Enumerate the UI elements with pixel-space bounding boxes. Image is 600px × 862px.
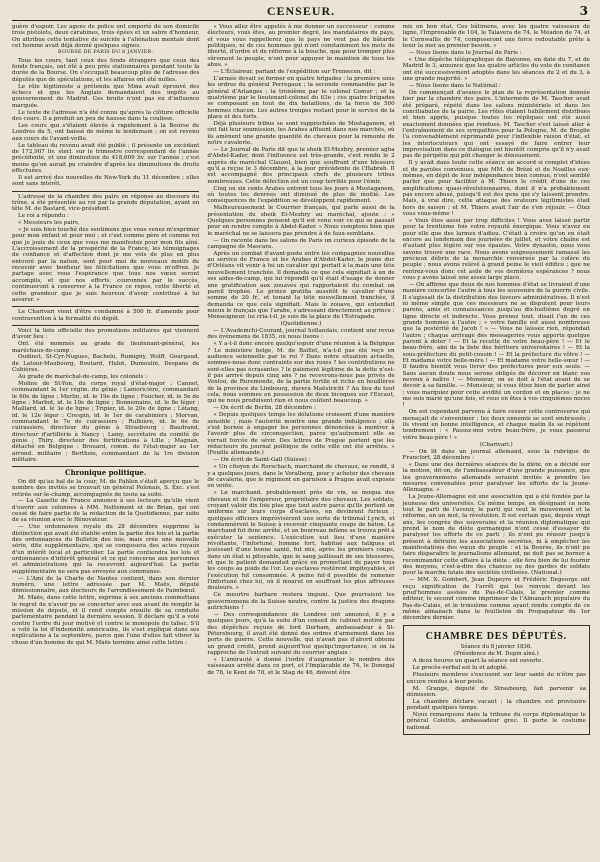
article-paragraph: La chambre déclare vacant ; la chambre est provisoire pendant quelques temps. [406,698,586,712]
bourse-heading: BOURSE DE PARIS DU 8 JANVIER. [58,50,154,56]
article-paragraph: Cinq ou six cents Arabes entrent tous les jours à Mostaganem, où toutes les denrées ont diminué de plus de moitié. Les conséquences de l'expédition se développent rapidement. [207,185,395,205]
column-1 [12,24,199,735]
article-paragraph: « Une dépêche télégraphique de Bayonne, en date du 7, et de Madrid le 3, annonce que les quatre articles du vote de confiance ont été successivement adoptés dans les séances du 2 et du 3, à une grande majorité. » [402,56,590,82]
article-paragraph: Le tableau du revenu avait été publié ; il présente un excédant de 172,907 liv. sterl. sur le trimestre correspondant de l'année précédente, et une diminution de 418,609 liv. sur l'année ; c'est moins qu'on aurait pu craindre d'après les diminutions de droits effectuées. [12,142,200,174]
article-paragraph: — On écrit de Saint-Gall (Suisse) : [213,457,311,464]
article-paragraph: Oudinot, St-Cyr-Nugues, Bachelu, Rumigny, Wolff, Gourgaud, de Latour-Maubourg, Boutard, Hulot, Dumoulin, Despans de Cubières. [12,354,200,374]
article-paragraph: » Je suis bien touché des sentimens que vous venez m'exprimer pour mon enfant et pour moi ; et c'est comme père et comme roi que je jouis de ceux que vous me manifestez pour mon fils aîné. L'accroissement de la prospérité de la France, les témoignages de confiance et d'affection dont je me vois de plus en plus entouré par la nation, sont pour moi de nouveaux motifs de recevoir avec bonheur les félicitations que vous m'offrez. Je partage avec vous l'espérance que tous nos vœux seront accomplis, et que nos efforts, couronnés par le succès, continueront à conserver à la France ce repos, cette liberté et cette grandeur que je suis heureux d'avoir contribué à lui assurer. » [12,227,200,303]
article-paragraph: On dit qu'au bal de la cour, M. de Pahlen s'était aperçu que le nombre des invités se trouvait un général Polonais, S. Exc. s'est retirée sur-le-champ, accompagnée de toute sa suite. [12,478,200,498]
article-paragraph: — La Gazette de France annonce à ses lecteurs qu'elle vient d'ouvrir aux colonnes à MM. Nettement et de Brian, qui ont cessé de faire partie de la rédaction de la Quotidienne, par suite de sa réunion avec le Rénovateur. [12,498,200,524]
article-paragraph: Le Charivari vient d'être condamné à 500 fr. d'amende pour contravention à la formalité du dépôt. [12,309,200,322]
article-paragraph: Ce meurtre barbare restera impuni. Que pourraient les gouvernemens de la Suisse neutre, contre la justice des dragons autrichiens ! [207,592,395,612]
article-paragraph: Au grade de maréchal-de-camp, les colonels : [18,374,148,381]
article-paragraph: Plusieurs membres s'excusent sur leur santé de n'être pas encore rendus à leur poste. [406,672,586,685]
presidence-note: (Présidence de M. Dupin aîné.) [453,651,539,658]
section-divider [12,466,199,467]
chambre-section [403,625,590,735]
article-paragraph: » Le marchand, probablement près de vin, se moqua des chevaux et de l'empereur, propriétaire des chevaux. Les soldats, croyant valoir dix fois plus que tout autre parce qu'ils portent un uniforme sur leurs corps d'esclaves, en devinrent furieux ; quelques officiers improvisèrent une sorte de tribunal Lynch, et condamnèrent le Suisse à recevoir cinquante coups de bâton. Le marchand fut donc arrêté, et un bourreau infâme se trouva prêt à exécuter la sentence. L'exécution eut lieu d'une manière révoltante, l'infortuné, homme fort, habitué aux fatigues et jouissant d'une bonne santé, fut mis, après les premiers coups, dans un état si pitoyable, que le sang jaillissait de ses blessures, et que le patient demandait grâce en promettant de payer tous les coups au poids de l'or. Les esclaves restèrent impitoyables, et l'exécution fut consommée. A peine fut-il possible de ramener l'infortuné chez lui, où il mourut en souffrant les plus affreuses douleurs. » [207,490,395,592]
article-paragraph: — On lit dans un journal allemand, sous la rubrique de Francfort, 28 décembre : [402,448,590,461]
article-paragraph: On commençait d'avance le plan de la représentation donnée hier par la chambre des pairs. L'intermède de M. Tascher avait été préparé, répété dans les salons ministériels et dans les conciliabules de la pairie. Les rôles étaient habilement distribués et bien appris, puisque toutes les répliques ont été aussi exactement données que rendues. M. Tascher s'est laissé aller à l'entraînement de ses sympathies pour la Pologne, M. de Broglie l'a convenablement réprimandé pour l'inflexible raison d'état, et les interlocuteurs qui ont essayé de faire entrer leur improvisation dans ce dialogue ont bientôt compris qu'il n'y avait pas de péripétie qui pût changer le dénouement. [402,89,590,160]
article-paragraph: — Nous lisons dans le National : [408,82,501,89]
article-paragraph: « Vous allez être appelés à me donner un successeur : comme électeurs, vous êtes, au premier degré, les mandataires du pays, et vous vous rappellerez que le pays ne veut pas de bâtards politiques, ni de ces hommes qui n'ont constamment les mots de liberté, d'ordre et de réforme à la bouche, que pour tromper plus sûrement le peuple, n'ont pour appuyer le maintien de tous les abus. » [207,24,395,69]
article-paragraph: — L'Avademchi-Courant, journal hollandais, contient une revue des évènemens de 1835, où nous lisons : [207,328,395,341]
article-paragraph: — Nous lisons dans le Journal de Paris : [408,49,522,56]
section-divider [12,191,199,192]
text-columns [12,24,590,735]
article-paragraph: Ont été nommés au grade de lieutenant-général, les maréchaux-de-camp : [12,341,200,354]
article-paragraph: Le roi a répondu : [18,213,69,220]
page-number: 3 [579,4,588,18]
source-citation: (Charivari.) [479,441,513,448]
article-paragraph: On est cependant parvenu à faire cesser cette controverse qui menaçait de s'envenimer ; les deux ennemis se sont embrassés ; ils vivent en bonne intelligence, et chaque matin ils se répètent tendrement : « Passez-moi votre beau-frère, je vous passerai votre beau-père ! » [402,409,590,441]
article-paragraph: — L'Éclaireur, parlant de l'expédition sur Tremecen, dit : [213,69,376,75]
article-paragraph: — Le Journal de Paris dit que le sheik El-Mezhry, premier agha d'Abdel-Kader, dont l'influence est très-grande, s'est rendu le 2 auprès du maréchal Clauzel, bien que souffrant d'une blessure qu'il a reçue le 3 décembre, à la jour précédente de l'Habrah. Il est accompagné des principaux chefs de plusieurs tribus nombreuses. Cette défection est un coup terrible pour l'émir. [207,146,395,185]
article-paragraph: « L'amirauté a donné l'ordre d'augmenter le nombre des vaisseaux arrêté dans ce port, et l'Implacable de 74, le Donegal de 78, le Kent de 78, et le Stag de 46, doivent être [207,656,395,676]
article-paragraph: « Un citoyen de Rorschach, marchand de chevaux, se rendit, il y a quelques jours, dans le Voralberg, pour y acheter des chevaux de cavalerie, que le régiment en garnison à Prague avait exposés en vente. [207,464,395,490]
page-header [12,4,590,21]
article-paragraph: La Jeune-Allemagne est une association qui a été fondée par la jeunesse des universités. Ce même temps, en désignant ce nom tout le parti de l'avenir, le parti qui veut le mouvement et la réforme, en un mot, la révolution. Il est certain que, depuis vingt ans, les congrès des souverains et la réunion diplomatique qui prend le nom de diète germanique n'ont cessé d'essayer de paralyser les efforts de ce parti ; ils n'ont pu réussir jusqu'à présent à détruire les associations secrètes, ni à empêcher les manifestations des vœux du peuple : et la Bourse, ils n'ont pu faire disparaître le journalisme allemand, ne doit pas se borner à recommander cette affaire à la diète : elle fera bien de lui fournir des moyens, c'est-à-dire des chances ou des gardes de soldats pour la marche fatale des sociétés civilisées. (National.) [402,494,590,577]
article-paragraph: Les cours qui s'étaient élevés à rapidement à la Bourse de Londres du 5, ont baissé de même le lendemain ; on est revenu aux cours de l'avant-veille. [12,122,200,142]
column-2 [207,24,394,735]
article-paragraph: — On affirme que deux de nos hommes d'état se livraient d'une manière concertée l'autre à tous les souvenirs de la guerre civile. Il s'agissait de la distribution des faveurs administratives. Il n'est ni même simple que ces messieurs ne se disputent pour leurs parens, amis et connaissances jusqu'au dix-huitième degré en ligne directe et indirecte. Vous prenez tout, disait l'un de ces grands hommes à l'autre ; « votre famille est aussi nombreuse que la postérité de Jacob ! » — Vous ne laissez rien, répondait l'autre ; chaque arrivage des messageries vous apporte quelque parent à doter ! — Et la recette de votre beau-père ! — Et le beau-frère, ami de la liste des héritiers universitaires ! — Et la sous-préfecture du petit-cousin ! — Et la préfecture du vôtre ! — Et madame votre belle-mère ! — Et madame votre belle-sœur ! — Il faudra bientôt vous livrer des préfectures pour eux seuls. — Sans aucun doute nous serons obligés de décorer en blanc vos neveux à naître ! — Monsieur, on se doit à l'état avant de se devoir à sa famille. — Monsieur, si vous êtiez bien de parler ainsi : vous marquiez pour cette avidité un cordon et en places : je ne me suis marié qu'une fois, et vous en êtes à vos cinquièmes noces ! [402,281,590,409]
article-paragraph: Déjà plusieurs tribus se sont rapprochées de Mostaganem, et ont fait leur soumission, les Arabes affluent dans nos marchés, où ils amènent une grande quantité de chevaux pour la remonte de notre cavalerie. [207,120,395,146]
article-paragraph: Voici la liste officielle des promotions militaires qui viennent d'avoir lieu : [12,327,200,341]
article-paragraph: — On écrit de Berlin, 28 décembre : [213,405,316,412]
article-paragraph: Malheureusement le Courrier français, qui parle aussi de la présentation du sheik El-Mezhry au maréchal, ajoute : « Quelques personnes pensent qu'il est venu voir ce qui se passait pour en rendre compte à Abdel-Kader. » Nous comptons bien que le maréchal ne se laissera pas prendre à de faux-semblans. [207,205,395,237]
article-paragraph: M. Maës, dans cette lettre, exprime à ses anciens commettans le regret de n'avoir pu se concerter avec eux avant de remplir la mission de député, et il rend compte ensuite de sa conduite parlementaire pendant la dernière session. Il déclare qu'il a voté contre l'ordre du jour motivé et contre le monopole du tabac. S'il a voté la loi d'indemnité américaine, ils s'est expliqué dans ses explications à la septembre, parce que l'une d'elles fait vibrer la chose d'un homme de qui M. Maës termine ainsi cette lettre : [12,595,200,646]
article-paragraph: Après un combat d'avant-poste entre les compagnies nouvelles au service de France et les Arabes d'Abdel-Kader, le jeune duc d'Orléans vit venir à lui un cavalier qui portait à la main une tête nouvellement tranchée. Il demanda ce que cela signifiait à un de ses aides-de-camp, qui lui répondit qu'il était d'usage de donner une gratification aux zouaves qui rapportaient du combat un pareil trophée. Le prince gratifia aussitôt le cavalier d'une somme de 20 fr., et tenant la tête nouvellement tranchée, il demanda ce que cela signifiait. Mais le zouave, qui entendait mieux le français que l'arabe, s'adressant directement au prince : Monseigneur, lui cria-t-il, je suis de la place de l'Estrapade. [207,250,395,321]
article-paragraph: — Des correspondances de Londres ont annoncé, il y a quelques jours, qu'à la suite d'un conseil de cabinet motivé par des dépêches reçues de lord Durham, ambassadeur à St-Pétersbourg, il avait été donné des ordres d'armement dans les ports de guerre. Cette nouvelle, qui n'avait pas d'abord obtenu un grand crédit, prend aujourd'hui quelqu'importance, si on la rapproche de l'extrait suivant du courrier anglais : [207,611,395,657]
article-paragraph: Il y avait dans toute cette séance un accord si complet d'idées et de paroles convenues, que MM. de Brézé et de Noailles eux-mêmes, en dépit de leur indépendance bien connue, n'ont semblé parler que pour faciliter à M. Thiers le crédit d'une de ces amplifications quasi-révolutionnaires, dont il n'a probablement pas encore abusé, puisqu'il est des gens qui s'y laissent prendre. Mais, à vrai dire, cette attaque des orateurs légitimistes était hors de saison ; et M. Thiers avait l'air de s'en réjouir. — Ôtez vous vous-même ! [402,160,590,217]
article-paragraph: M. Grange, député de Strasbourg, fait parvenir sa démission. [406,685,586,698]
source-citation: (Quotidienne.) [280,321,322,328]
section-divider [12,325,199,326]
article-paragraph: — L'Ami de la Charte de Nantes contient, dans son dernier numéro, une lettre adressée par M. Maës, député démissionnaire, aux électeurs de l'arrondissement de Paimbœuf. [12,575,200,595]
running-title: CENSEUR. [266,4,336,18]
article-paragraph: Tous les cours, tant ceux des fonds étrangers que ceux des fonds français, ont été à peu près stationnaires pendant toute la durée de la Bourse. On s'occupait beaucoup plus de l'adresse des députés que de spéculations, et les affaires ont été nulles. [12,57,200,83]
article-paragraph: — MM. X. Gombert, Jean Dupeyre et Frédéric Degeorge ont reçu signification de l'arrêt qui les renvoie devant les prud'hommes assises du Pas-de-Calais, le premier comme éditeur, le second comme imprimeur de l'Almanach populaire du Pas-de-Calais, et le troisième comme ayant rendu compte de ce même almanach dans le feuilleton du Propagateur du 1er décembre dernier. [402,577,590,622]
article-paragraph: Le procès-verbal est lu et adopté. [412,665,508,672]
article-paragraph: — Une ordonnance royale du 28 décembre supprime la distinction qui avait été établie entre la partie des lois et la partie des ordonnances du Bulletin des lois, mais crée une nouvelle série, dite supplémentaire, qui se composera des actes royaux d'un intérêt local et particulier. La partie contiendra les lois et ordonnances d'intérêt général et ce qui concerne aux personnes et administrations qui la recevront aujourd'hui. La partie supplémentaire ne sera pas envoyée aux communes. [12,524,200,575]
article-paragraph: mis en bon état. Ces bâtimens, avec les quatre vaisseaux de ligne, l'Imprenable de 104, le Talavera de 74, le Meadon de 74, et le Cornwallis de 74, composeront une force redoutable prête à tenir la mer au premier besoin. » [402,24,590,50]
column-3 [403,24,590,735]
chambre-heading: CHAMBRE DES DÉPUTÉS. [425,630,567,642]
article-paragraph: « Messieurs les pairs, [18,220,80,227]
article-paragraph: « Y a-t-il donc encore quelqu'espoir d'une réunion à la Belgique ? Le ministère belge, M. de Baillet, n'a-t-il pas été reçu en audience solennelle par le roi ? Dans notre situation actuelle, sommes-nous donc contraints sur des roses ? les contributions ne sont-elles pas écrasantes ? le paiement légitime de la dette n'est-il pas arrivé depuis cinq ans ? ne recevrons-nous pas privés de Venloo, de Ruremonde, de la partie fertile et riche en houillères de la province du Limbourg, durera Maëstricht ? Au lieu de tout cela, nous sommes en possession de deux bicoques sur l'Escaut, qui ne nous produisent rien et nous coûtent beaucoup. » [207,341,395,405]
seance-date: Séance du 8 janvier 1836. [460,643,532,650]
article-paragraph: « Depuis quelques temps les délations croissent d'une manière sensible ; mais l'autorité montre une grande indulgence ; elle s'est bornée à engager les personnes dénoncées à montrer à l'avenir plus de circonspection, parce qu'autrement elle se verrait forcée de sévir. Des lettres de Prague portent que les rédacteurs du journal politique de cette ville ont été arrêtés. » (Feuille allemande.) [207,412,395,457]
article-paragraph: Le rôle légitimiste a prétendu que Mina avait éprouvé des échecs et que les Anglais demandaient des impôts au gouvernement de Madrid. Ces bruits n'ont pas eu d'influence marquée. [12,83,200,109]
article-paragraph: guère d'espoir. Les agens de police ont emporté de son domicile trois pistolets, deux carabines, trois épées et un sabre d'honneur. On attribue cette tentative de suicide à l'aliénation mentale dont cet homme avait déjà donné quelques signes. [12,24,200,50]
article-paragraph: Nous remarquons dans la tribune du corps diplomatique le général Colettis, ambassadeur grec. Il porte le costume national. [406,712,586,731]
chronique-heading: Chronique politique. [65,468,147,478]
article-paragraph: » Vous êtes aussi par trop difficiles ! Vous avez laissé partir pour la trentième fois votre royauté énergique. Vous n'avez eu pour elle que des larmes d'adieu. C'était à croire qu'on en était encore au lendemain des journées de juillet, et votre chaîne est d'autant plus légère sur vos épaules. Votre dynastie, nous vous savons trouvé une race. Nous avons soigneusement ramassé les précieux débris de la monarchie renversée par la colère du peuple ; nous avons relevé à grand peine le vieil édifice ; que ne rentrez-vous donc cet asile de vos dernières espérances ? nous vous y avons laissé une assez large place. [402,217,590,281]
article-paragraph: — On raconte dans les salons de Paris un curieux épisode de la campagne de Mascara. [207,237,395,250]
article-paragraph: Il est arrivé des nouvelles de New-York du 11 décembre ; elles sont sans intérêt. [12,174,200,188]
article-paragraph: A deux heures un quart la séance est ouverte. [412,658,544,665]
section-divider [12,306,199,307]
article-paragraph: Moline de St-Yon, du corps royal d'état-major ; Cannet, commandant le 1er régim. du génie ; Lamoricière, commandant le 60e de ligne ; Merlin, id. le 19e de ligne ; Foucher, id. le 5e de ligne ; Marbot, id. le 10e de ligne ; Bonnemains, id. le 8e léger ; Maillard, id. le 3e de ligne ; Tripier, id. le 20e de ligne ; Létang, id. le 12e léger ; Crespin, id. le 1er de carabiniers ; Morvan, commandant le 7e de cuirassiers ; Rulhière, id. le 6e de cuirassiers, directeur du génie à Strasbourg ; Baudrand, directeur d'artillerie à Nancy ; Lamy, secrétaire du comité de génie ; Thiry, directeur des fortifications à Lille ; Magnan, détaché en Belgique ; Brouard, comm. de l'état-major au 1er arrond. militaire ; Berthois, commandant de la 1re division militaire. [12,381,200,464]
article-paragraph: « Dans une des dernières séances de la diète, on a décidé sur la motion, dit-on, de l'ambassadeur d'une grande puissance, que les gouvernemens allemands seraient invités à prendre les mesures convenables pour paralyser les efforts de la Jeune-Allemagne. » [402,461,590,494]
article-paragraph: Le texte de l'adresse n'a été connu qu'après la clôture officielle des cours. Il a produit un peu de hausse dans la coulisse. [12,109,200,122]
article-paragraph: L'armée devait se former en quatre brigades : la première sous les ordres du général Perregaux ; la seconde commandée par le général d'Arlanges ; la troisième par le colonel Comur ; et la quatrième par le lieutenant-colonel du 63e ; ces quatre brigades se composant en tout de dix bataillons, de la force de 500 hommes chacun. Les autres troupes restant pour le service de la place et des forts. [207,75,395,120]
article-paragraph: L'adresse de la chambre des pairs en réponse au discours du trône, a été présentée au roi par la grande députation, ayant en tête M. de Bastard, vice-président. [12,193,200,213]
